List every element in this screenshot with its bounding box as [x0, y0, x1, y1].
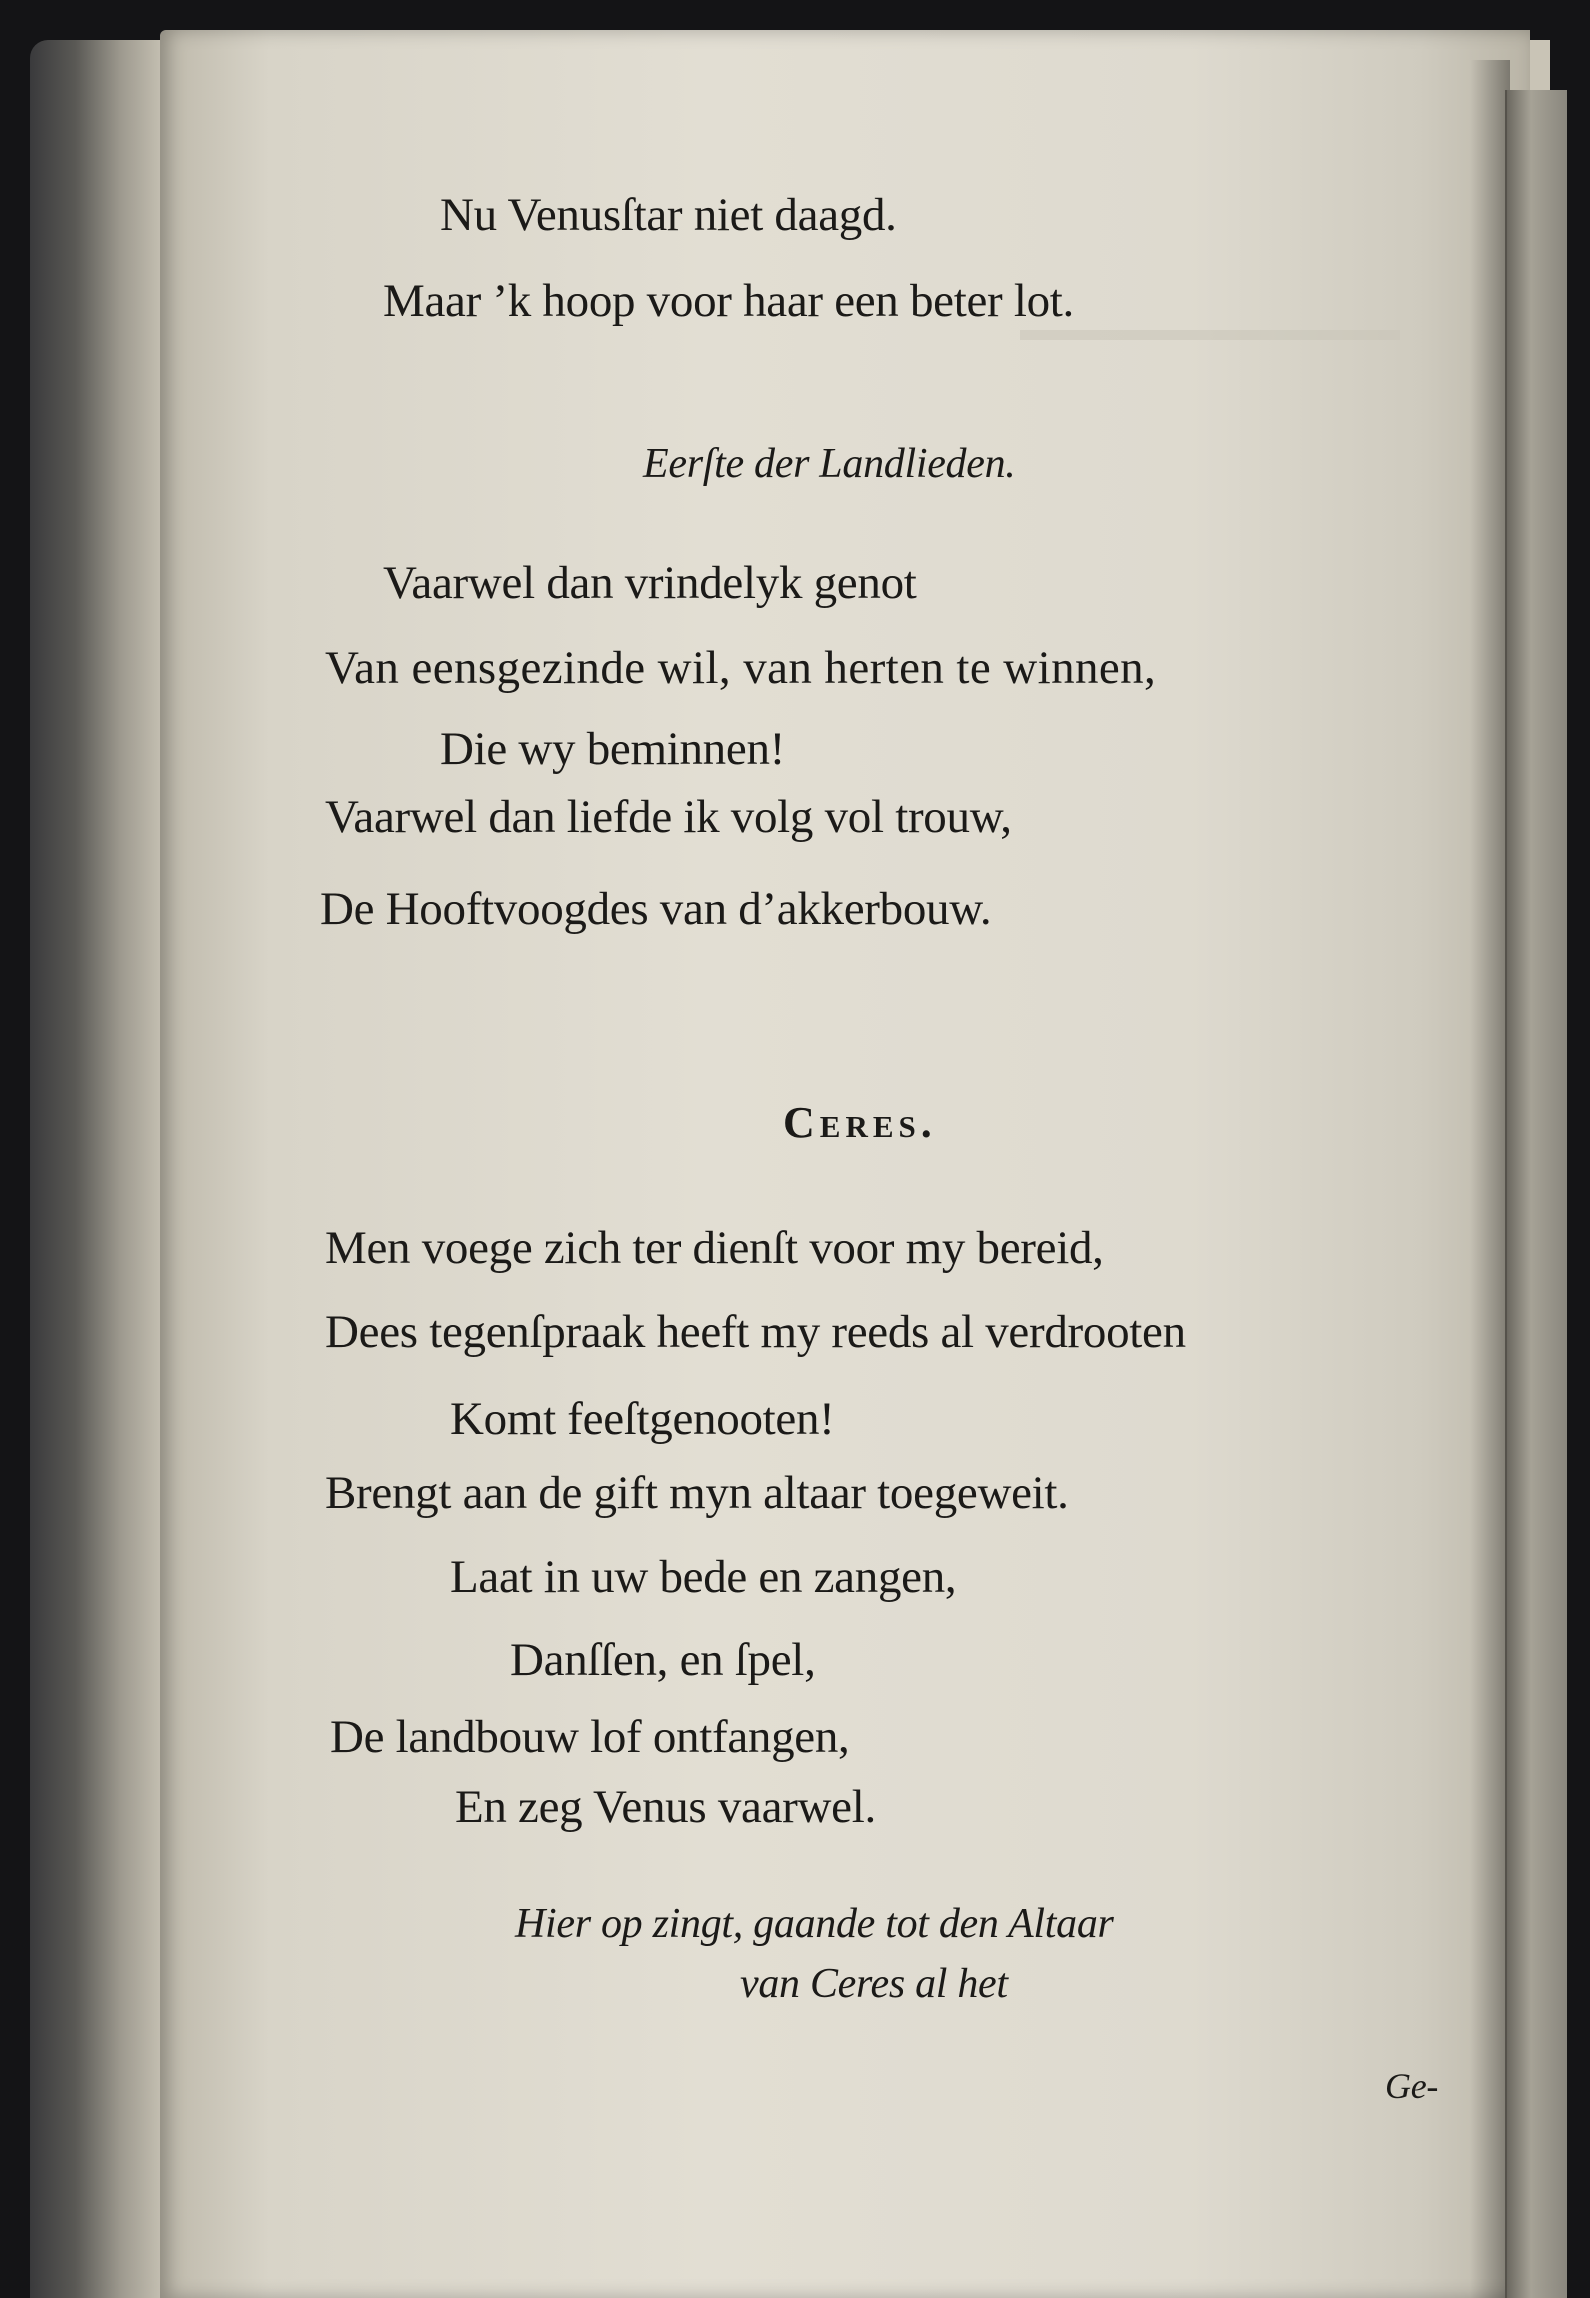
speaker-heading: Eerſte der Landlieden. — [643, 441, 1016, 487]
verse-line: Komt feeſtgenooten! — [450, 1393, 835, 1445]
speaker-heading: Ceres. — [783, 1098, 937, 1147]
verse-line: Men voege zich ter dienſt voor my bereid, — [325, 1222, 1104, 1274]
verse-line: De Hooftvoogdes van d’akkerbouw. — [320, 883, 992, 935]
book-page — [160, 30, 1530, 2298]
verse-line: Nu Venusſtar niet daagd. — [440, 189, 897, 241]
facing-page-edge — [1505, 90, 1567, 2298]
stage-direction: Hier op zingt, gaande tot den Altaar — [515, 1901, 1114, 1947]
catchword: Ge- — [1385, 2066, 1439, 2106]
verse-line: Van eensgezinde wil, van herten te winnen, — [325, 642, 1157, 694]
verse-line: Laat in uw bede en zangen, — [450, 1551, 957, 1603]
show-through-mark — [1020, 330, 1400, 340]
verse-line: Danſſen, en ſpel, — [510, 1634, 816, 1686]
verse-line: Die wy beminnen! — [440, 723, 785, 775]
verse-line: De landbouw lof ontfangen, — [330, 1711, 850, 1763]
verse-line: Vaarwel dan liefde ik volg vol trouw, — [325, 791, 1012, 843]
verse-line: Vaarwel dan vrindelyk genot — [383, 557, 917, 609]
verse-line: En zeg Venus vaarwel. — [455, 1781, 876, 1833]
stage-direction: van Ceres al het — [740, 1961, 1008, 2007]
verse-line: Dees tegenſpraak heeft my reeds al verdrooten — [325, 1306, 1186, 1358]
spine-shadow — [1470, 60, 1510, 2298]
verse-line: Maar ’k hoop voor haar een beter lot. — [383, 275, 1075, 327]
verse-line: Brengt aan de gift myn altaar toegeweit. — [325, 1467, 1069, 1519]
